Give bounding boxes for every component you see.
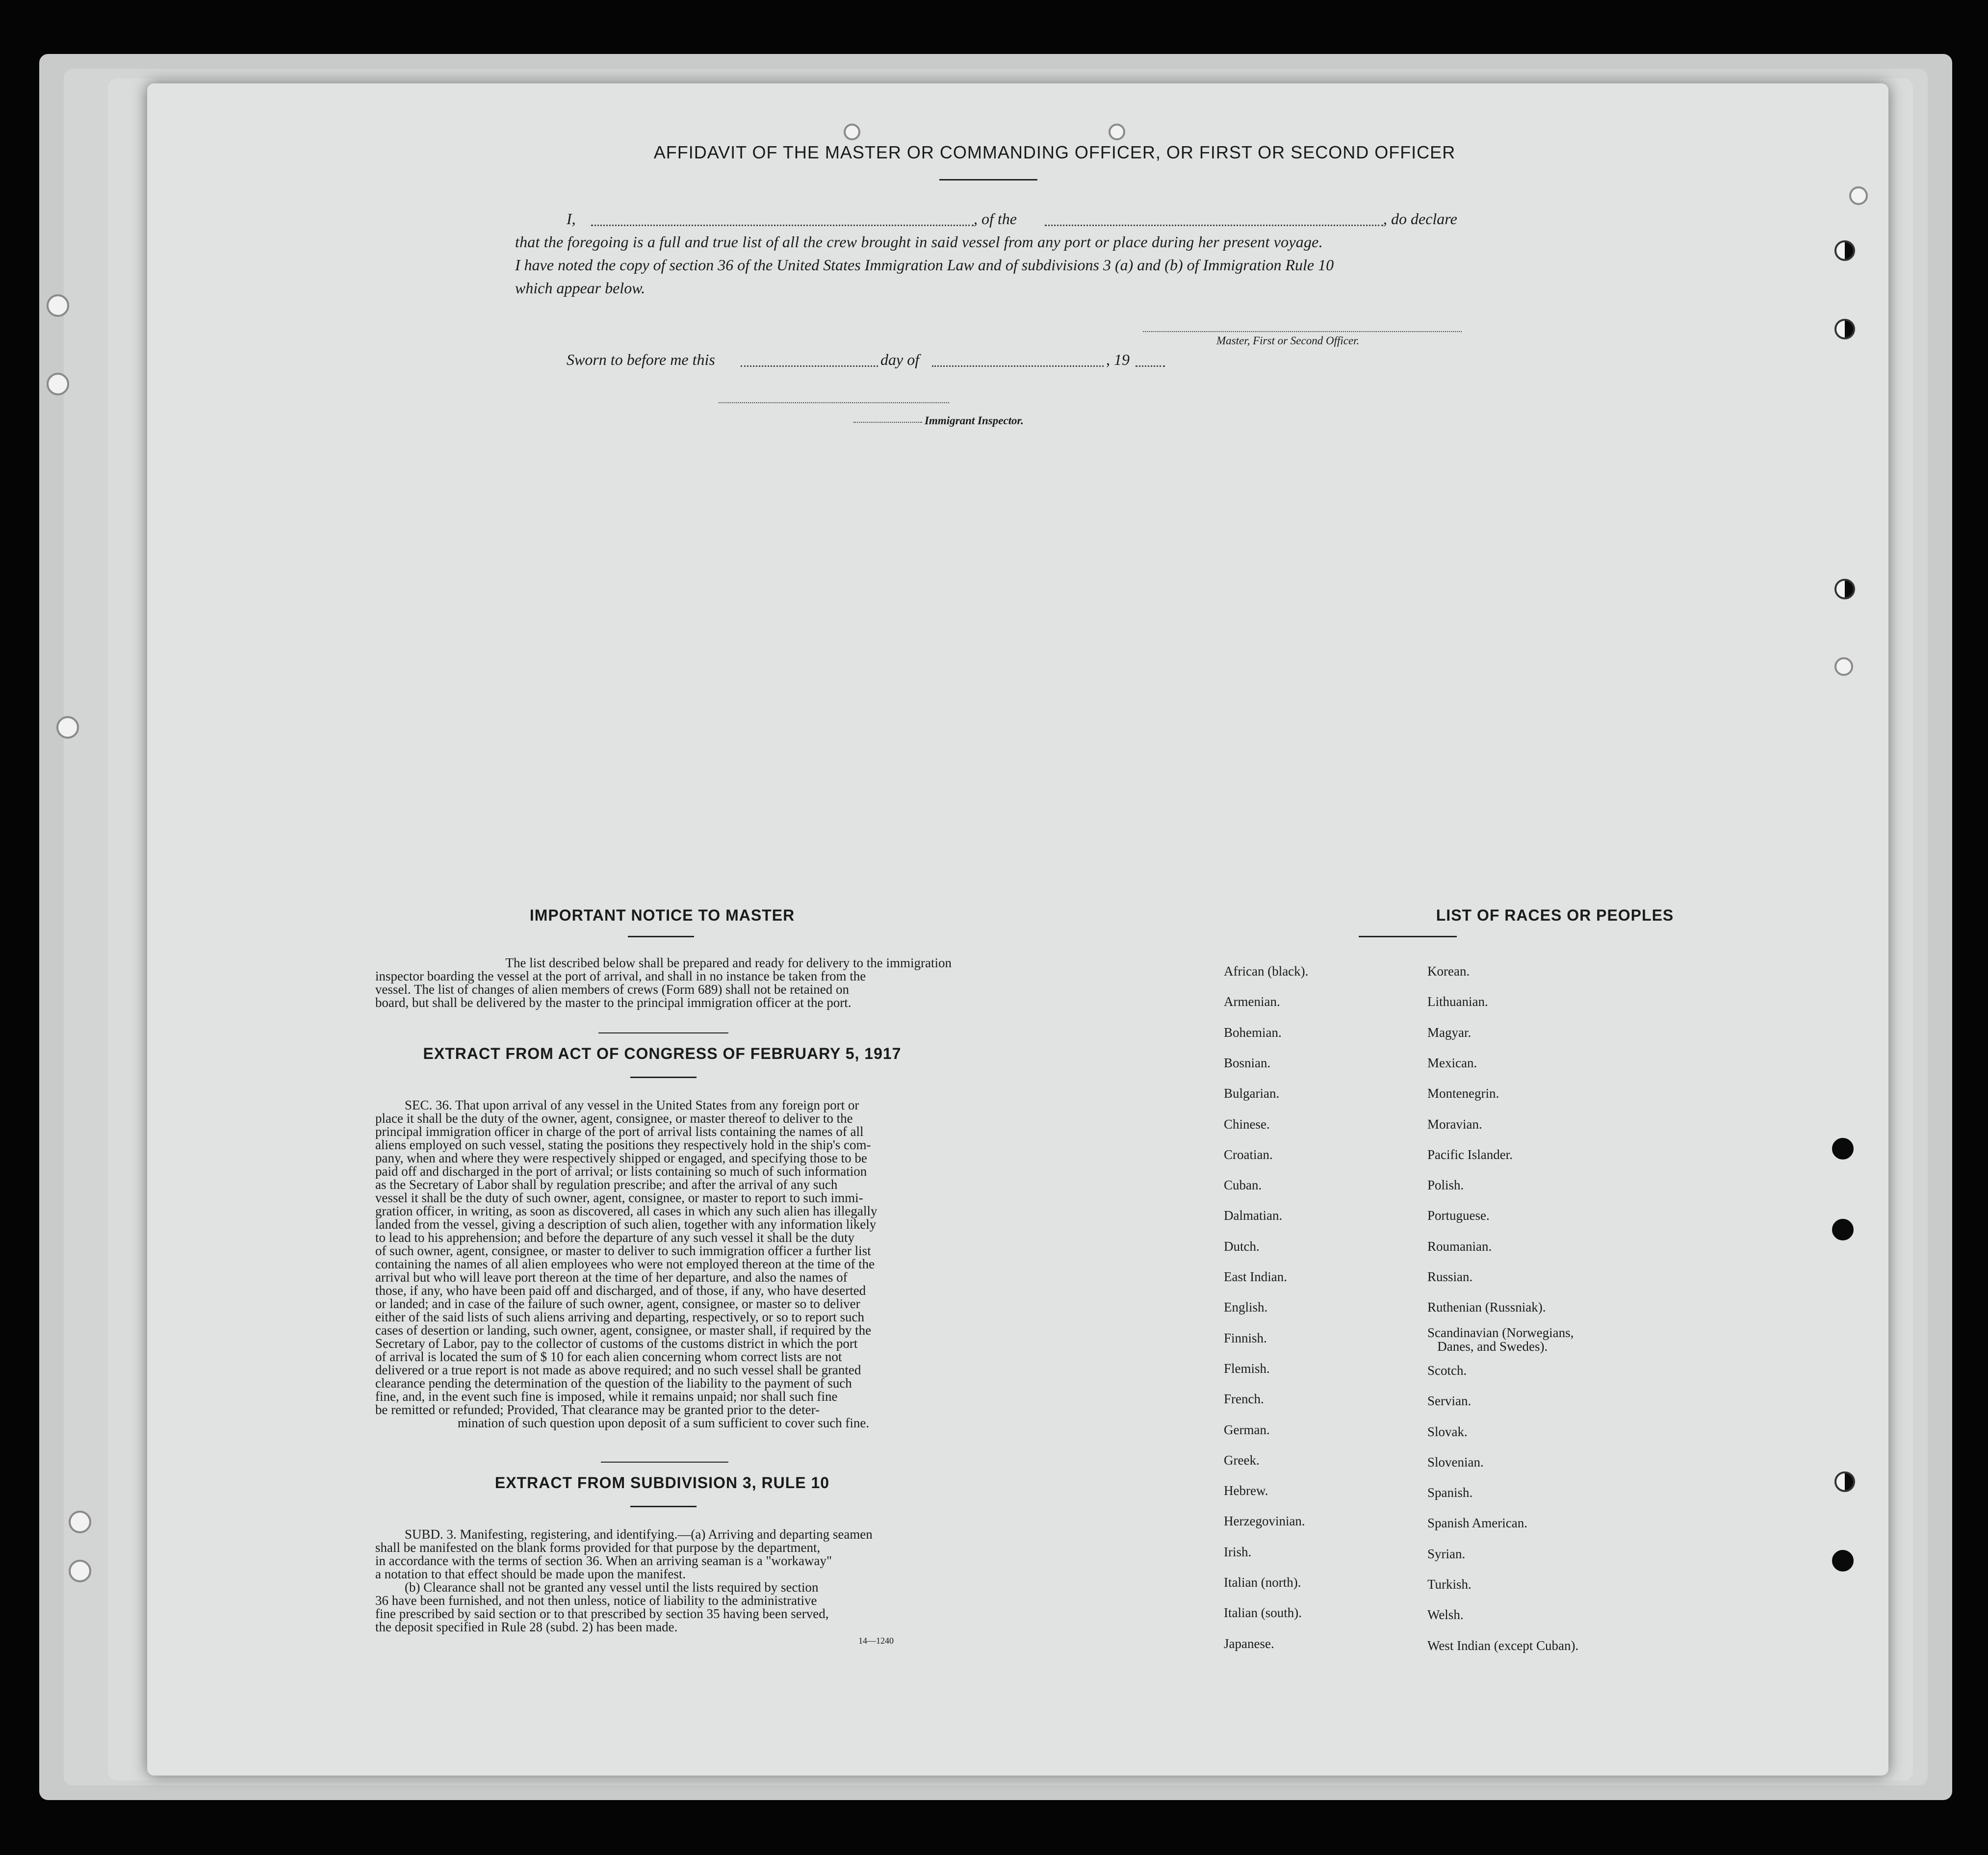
race-item: Japanese.: [1224, 1636, 1274, 1651]
binder-hole-icon: [1834, 319, 1855, 339]
act-line: those, if any, who have been paid off and discharged, and of those, if any, who have deserted: [375, 1283, 866, 1298]
binder-hole-icon: [1834, 240, 1855, 261]
affidavit-title: AFFIDAVIT OF THE MASTER OR COMMANDING OFFICER, OR FIRST OR SECOND OFFICER: [653, 142, 1456, 162]
act-line: arrival but who will leave port thereon at the time of her departure, and also the names of: [375, 1270, 848, 1285]
race-item: English.: [1224, 1300, 1268, 1315]
binder-hole-icon: [1832, 1219, 1854, 1240]
affidavit-i-label: I,: [567, 210, 576, 228]
rule-line: in accordance with the terms of section 36. When an arriving seaman is a "workaway": [375, 1553, 832, 1568]
race-item: Italian (south).: [1224, 1605, 1302, 1621]
act-line: Secretary of Labor, pay to the collector of customs of the customs district in which the port: [375, 1336, 858, 1351]
race-item: Cuban.: [1224, 1178, 1262, 1193]
affidavit-of-the-label: , of the: [974, 210, 1017, 228]
binder-hole-icon: [1849, 186, 1868, 205]
binder-hole-icon: [1834, 579, 1855, 599]
day-of-label: day of: [880, 351, 920, 368]
act-underline: [630, 1077, 697, 1078]
race-item: Irish.: [1224, 1544, 1252, 1559]
race-item: Scandinavian (Norwegians, Danes, and Swedes).: [1427, 1325, 1574, 1354]
rule-line: SUBD. 3. Manifesting, registering, and identifying.—(a) Arriving and departing seamen: [405, 1527, 873, 1542]
race-item: Bosnian.: [1224, 1055, 1271, 1070]
race-item: Portuguese.: [1427, 1208, 1490, 1223]
race-item: Moravian.: [1427, 1116, 1482, 1132]
binder-hole-icon: [69, 1511, 91, 1533]
rule-heading: EXTRACT FROM SUBDIVISION 3, RULE 10: [494, 1474, 830, 1492]
notice-line: vessel. The list of changes of alien members of crews (Form 689) shall not be retained on: [375, 982, 849, 997]
inspector-signature-field[interactable]: [719, 402, 949, 403]
act-line: place it shall be the duty of the owner, agent, consignee, or master thereof to deliver to the: [375, 1111, 853, 1126]
affidavit-line-4: which appear below.: [515, 279, 645, 297]
rule-underline: [630, 1506, 697, 1507]
notice-underline: [628, 936, 694, 937]
inspector-dotted-lead: [853, 422, 922, 423]
act-line: delivered or a true report is not made as above required; and no such vessel shall be granted: [375, 1363, 861, 1377]
section-divider: [601, 1462, 728, 1463]
rule-text: [375, 1528, 952, 1634]
race-item: Hebrew.: [1224, 1483, 1268, 1498]
title-underline: [939, 179, 1037, 180]
act-line: containing the names of all alien employees who were not employed thereon at the time of the: [375, 1257, 875, 1271]
races-underline: [1359, 936, 1457, 937]
race-item: Bulgarian.: [1224, 1086, 1280, 1101]
race-item: Slovenian.: [1427, 1454, 1484, 1469]
name-field[interactable]: [591, 225, 974, 226]
race-item: Dutch.: [1224, 1238, 1260, 1254]
punch-hole-icon: [1109, 124, 1125, 140]
act-line: gration officer, in writing, as soon as discovered, all cases in which any such alien has illegally: [375, 1204, 878, 1218]
race-item: Italian (north).: [1224, 1575, 1301, 1590]
act-text: [375, 1099, 952, 1430]
rule-line: fine prescribed by said section or to that prescribed by section 35 having been served,: [375, 1606, 829, 1621]
act-line: as the Secretary of Labor shall by regulation prescribe; and after the arrival of any such: [375, 1177, 838, 1192]
sworn-day-field[interactable]: [741, 365, 878, 367]
binder-hole-icon: [1832, 1550, 1854, 1572]
inspector-caption: Immigrant Inspector.: [925, 414, 1024, 427]
notice-heading: IMPORTANT NOTICE TO MASTER: [529, 906, 795, 924]
affidavit-line-3: I have noted the copy of section 36 of the United States Immigration Law and of subdivisions 3 (a) and (b) of Immigration Rule 10: [515, 256, 1334, 274]
sworn-label: Sworn to before me this: [567, 351, 715, 368]
race-item: Flemish.: [1224, 1361, 1270, 1376]
binder-hole-icon: [47, 294, 69, 317]
race-item: Roumanian.: [1427, 1238, 1492, 1254]
races-heading: LIST OF RACES OR PEOPLES: [1436, 906, 1674, 924]
form-page: [147, 83, 1888, 1776]
act-line: landed from the vessel, giving a description of such alien, together with any information likely: [375, 1217, 877, 1232]
act-heading: EXTRACT FROM ACT OF CONGRESS OF FEBRUARY 5, 1917: [423, 1045, 902, 1062]
race-item: Slovak.: [1427, 1424, 1468, 1439]
race-item: German.: [1224, 1422, 1270, 1437]
race-item: Welsh.: [1427, 1607, 1464, 1623]
binder-hole-icon: [56, 716, 79, 739]
rule-line: (b) Clearance shall not be granted any vessel until the lists required by section: [405, 1580, 819, 1595]
race-item: Russian.: [1427, 1269, 1473, 1284]
punch-hole-icon: [844, 124, 860, 140]
affidavit-line-2: that the foregoing is a full and true list of all the crew brought in said vessel from any port or place during her present voyage.: [515, 233, 1323, 251]
rule-line: the deposit specified in Rule 28 (subd. 2) has been made.: [375, 1620, 678, 1634]
race-item: Spanish.: [1427, 1485, 1473, 1500]
act-line: cases of desertion or landing, such owner, agent, consignee, or master shall, if required by the: [375, 1323, 872, 1338]
race-item: Scotch.: [1427, 1363, 1467, 1378]
act-line: principal immigration officer in charge of the port of arrival lists containing the names of all: [375, 1124, 864, 1139]
act-line: or landed; and in case of the failure of such owner, agent, consignee, or master so to deliver: [375, 1296, 860, 1311]
sworn-month-field[interactable]: [932, 365, 1104, 367]
race-item: Croatian.: [1224, 1147, 1273, 1162]
act-line: be remitted or refunded; Provided, That clearance may be granted prior to the deter-: [375, 1402, 820, 1417]
act-line: aliens employed on such vessel, stating the positions they respectively hold in the ship's com-: [375, 1137, 871, 1152]
race-item: Mexican.: [1427, 1055, 1477, 1070]
act-line: mination of such question upon deposit of a sum sufficient to cover such fine.: [457, 1416, 870, 1430]
race-item: Spanish American.: [1427, 1516, 1527, 1531]
race-item: Lithuanian.: [1427, 994, 1488, 1009]
race-item: Herzegovinian.: [1224, 1514, 1305, 1529]
race-item: French.: [1224, 1391, 1264, 1407]
race-item: Turkish.: [1427, 1577, 1472, 1592]
race-item: Syrian.: [1427, 1546, 1466, 1561]
act-line: to lead to his apprehension; and before the departure of any such vessel it shall be the duty: [375, 1230, 854, 1245]
year-label: , 19: [1106, 351, 1130, 368]
race-item: Ruthenian (Russniak).: [1427, 1300, 1546, 1315]
race-item: African (black).: [1224, 964, 1309, 979]
master-signature-field[interactable]: [1143, 331, 1462, 332]
act-line: pany, when and where they were respectively shipped or engaged, and specifying those to be: [375, 1151, 867, 1165]
rule-line: shall be manifested on the blank forms provided for that purpose by the department,: [375, 1540, 821, 1555]
binder-hole-icon: [1832, 1138, 1854, 1159]
race-item: West Indian (except Cuban).: [1427, 1638, 1579, 1653]
form-number: 14—1240: [858, 1636, 894, 1646]
race-item: Servian.: [1427, 1393, 1472, 1409]
race-item: Armenian.: [1224, 994, 1280, 1009]
notice-line: inspector boarding the vessel at the port of arrival, and shall in no instance be taken from the: [375, 969, 866, 983]
notice-line: board, but shall be delivered by the master to the principal immigration officer at the port.: [375, 995, 852, 1010]
act-line: of arrival is located the sum of $ 10 for each alien concerning whom correct lists are not: [375, 1349, 842, 1364]
act-line: fine, and, in the event such fine is imposed, while it remains unpaid; nor shall such fine: [375, 1389, 838, 1404]
race-item: Magyar.: [1427, 1025, 1472, 1040]
race-item: Finnish.: [1224, 1330, 1267, 1345]
binder-hole-icon: [47, 373, 69, 395]
notice-text: [375, 956, 952, 1009]
act-line: vessel it shall be the duty of such owner, agent, consignee, or master to report to such immi-: [375, 1190, 863, 1205]
act-line: either of the said lists of such aliens arriving and departing, respectively, or so to report such: [375, 1310, 864, 1324]
notice-line: The list described below shall be prepared and ready for delivery to the immigration: [505, 955, 952, 970]
binder-hole-icon: [1834, 1471, 1855, 1492]
race-item: Chinese.: [1224, 1116, 1270, 1132]
master-caption: Master, First or Second Officer.: [1216, 335, 1360, 347]
affidavit-declare-label: , do declare: [1383, 210, 1457, 228]
race-item: Bohemian.: [1224, 1025, 1282, 1040]
binder-hole-icon: [1834, 657, 1853, 676]
race-item: East Indian.: [1224, 1269, 1287, 1284]
act-line: of such owner, agent, consignee, or master to deliver to such immigration officer a further list: [375, 1243, 871, 1258]
binder-hole-icon: [69, 1560, 91, 1582]
rule-line: a notation to that effect should be made upon the manifest.: [375, 1567, 686, 1581]
race-item: Polish.: [1427, 1178, 1464, 1193]
act-line: paid off and discharged in the port of arrival; or lists containing so much of such information: [375, 1164, 867, 1179]
rule-line: 36 have been furnished, and not then unless, notice of liability to the administrative: [375, 1593, 817, 1608]
race-item: Dalmatian.: [1224, 1208, 1283, 1223]
sworn-year-field[interactable]: [1136, 365, 1165, 367]
race-item: Greek.: [1224, 1452, 1260, 1468]
section-divider: [598, 1032, 728, 1033]
race-item: Korean.: [1427, 964, 1470, 979]
vessel-field[interactable]: [1045, 225, 1383, 226]
act-line: clearance pending the determination of the question of the liability to the payment of such: [375, 1376, 852, 1391]
race-item: Montenegrin.: [1427, 1086, 1499, 1101]
race-item: Pacific Islander.: [1427, 1147, 1513, 1162]
act-line: SEC. 36. That upon arrival of any vessel in the United States from any foreign port or: [405, 1098, 859, 1112]
